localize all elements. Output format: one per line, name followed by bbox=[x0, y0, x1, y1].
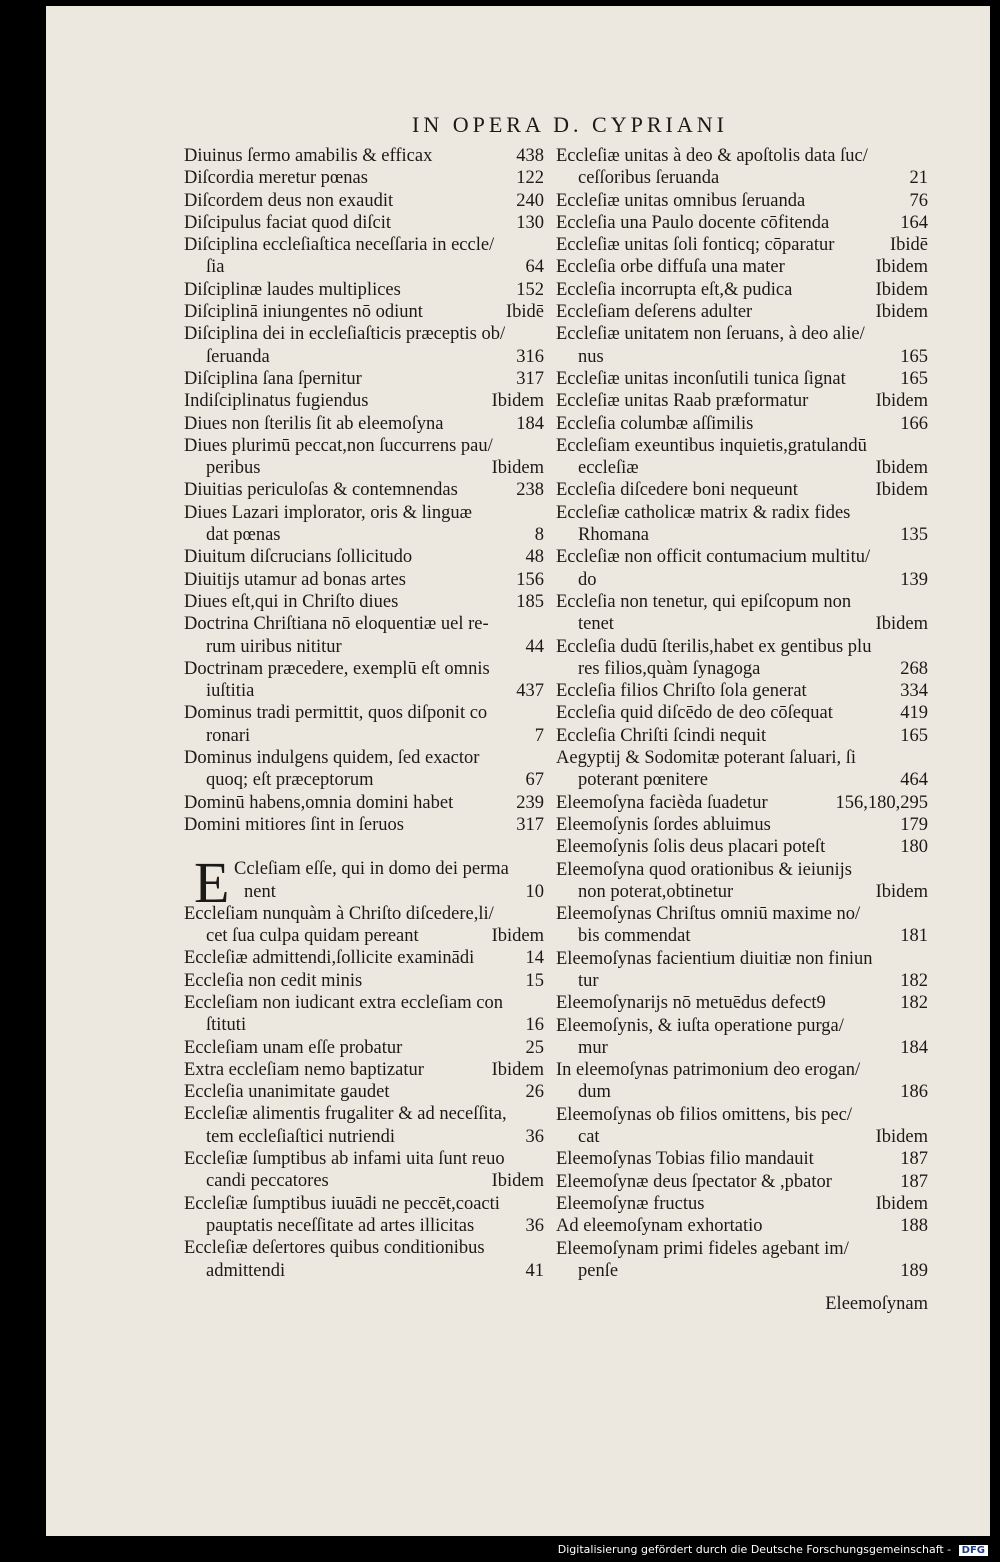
entry-text: tur bbox=[578, 970, 599, 991]
index-entry bbox=[184, 1037, 544, 1059]
index-entry bbox=[184, 814, 544, 836]
entry-text: Diues non ſterilis ſit ab eleemoſyna bbox=[184, 413, 444, 434]
entry-page-ref: 165 bbox=[900, 725, 928, 746]
entry-text: nus bbox=[578, 346, 604, 367]
entry-page-ref: 187 bbox=[900, 1171, 928, 1192]
entry-text: Eleemoſyna facièda ſuadetur bbox=[556, 792, 768, 813]
entry-text: Diſciplinæ laudes multiplices bbox=[184, 279, 401, 300]
index-entry bbox=[556, 1126, 928, 1148]
index-entry bbox=[184, 702, 544, 724]
index-entry bbox=[184, 234, 544, 256]
index-entry bbox=[184, 903, 544, 925]
index-entry bbox=[184, 413, 544, 435]
entry-text: Diſciplinā iniungentes nō odiunt bbox=[184, 302, 423, 323]
index-entry bbox=[184, 1237, 544, 1259]
entry-page-ref: 238 bbox=[516, 480, 544, 501]
entry-page-ref: Ibidē bbox=[889, 235, 928, 256]
index-entry bbox=[556, 569, 928, 591]
entry-text: Diues eſt,qui in Chriſto diues bbox=[184, 591, 399, 612]
entry-page-ref: 182 bbox=[900, 993, 928, 1014]
entry-text: dat pœnas bbox=[206, 525, 281, 546]
index-entry bbox=[184, 457, 544, 479]
index-entry bbox=[556, 747, 928, 769]
entry-text: ronari bbox=[206, 725, 251, 746]
entry-page-ref: 437 bbox=[516, 681, 544, 702]
entry-page-ref: 36 bbox=[525, 1126, 544, 1147]
entry-text: poterant pœnitere bbox=[578, 770, 708, 791]
index-entries-e bbox=[184, 903, 544, 1282]
entry-text: Diſcipulus faciat quod diſcit bbox=[184, 212, 392, 233]
footer-text: Digitalisierung gefördert durch die Deutsche Forschungsgemeinschaft - bbox=[557, 1543, 952, 1556]
entry-page-ref: 189 bbox=[900, 1260, 928, 1281]
entry-page-ref: Ibidem bbox=[875, 257, 928, 278]
entry-text: Diſciplina dei in eccleſiaſticis præceptis ob/ bbox=[184, 324, 506, 345]
index-entry bbox=[184, 769, 544, 791]
entry-text: Eccleſiæ unitas Raab præformatur bbox=[556, 391, 809, 412]
entry-page-ref: Ibidem bbox=[875, 614, 928, 635]
index-entry bbox=[556, 948, 928, 970]
entry-page-ref: 130 bbox=[516, 212, 544, 233]
entry-text: Eleemoſynis, & iuſta operatione purga/ bbox=[556, 1015, 844, 1036]
index-entry bbox=[184, 970, 544, 992]
entry-text: ſeruanda bbox=[206, 346, 270, 367]
entry-page-ref: Ibidem bbox=[875, 279, 928, 300]
entry-text: ſtituti bbox=[206, 1015, 247, 1036]
entry-text: Diſciplina ſana ſpernitur bbox=[184, 368, 362, 389]
entry-text: tenet bbox=[578, 614, 614, 635]
entry-text: Diues Lazari implorator, oris & linguæ bbox=[184, 502, 473, 523]
entry-page-ref: Ibidē bbox=[505, 302, 544, 323]
entry-text: tem eccleſiaſtici nutriendi bbox=[206, 1126, 396, 1147]
entry-text: pauptatis neceſſitate ad artes illicitas bbox=[206, 1215, 475, 1236]
index-entry bbox=[556, 502, 928, 524]
entry-text: Eleemoſynis ſolis deus placari poteſt bbox=[556, 837, 826, 858]
entry-page-ref: 240 bbox=[516, 190, 544, 211]
entry-page-ref: 41 bbox=[525, 1260, 544, 1281]
entry-page-ref: 184 bbox=[516, 413, 544, 434]
index-entry bbox=[556, 1215, 928, 1237]
entry-text: Eccleſiæ admittendi,ſollicite examinādi bbox=[184, 948, 475, 969]
entry-text: quoq; eſt præceptorum bbox=[206, 770, 374, 791]
index-entry bbox=[556, 167, 928, 189]
entry-text: Eleemoſynarijs nō metuēdus defect9 bbox=[556, 993, 826, 1014]
entry-text: Eccleſia non tenetur, qui epiſcopum non bbox=[556, 591, 852, 612]
entry-text: candi peccatores bbox=[206, 1171, 329, 1192]
entry-text: Eccleſiam nunquàm à Chriſto diſcedere,li/ bbox=[184, 903, 494, 924]
index-entry bbox=[184, 1148, 544, 1170]
entry-page-ref: 156,180,295 bbox=[835, 792, 928, 813]
entry-text: In eleemoſynas patrimonium deo erogan/ bbox=[556, 1060, 861, 1081]
entry-page-ref: 188 bbox=[900, 1216, 928, 1237]
entry-text: bis commendat bbox=[578, 926, 691, 947]
entry-text: Eccleſiam unam eſſe probatur bbox=[184, 1037, 403, 1058]
entry-page-ref: Ibidem bbox=[875, 458, 928, 479]
entry-text: ceſſoribus ſeruanda bbox=[578, 168, 720, 189]
index-entry bbox=[556, 925, 928, 947]
index-entry bbox=[556, 457, 928, 479]
entry-page-ref: 7 bbox=[534, 725, 544, 746]
index-entry bbox=[556, 792, 928, 814]
index-entry bbox=[556, 769, 928, 791]
entry-text: Eccleſia orbe diffuſa una mater bbox=[556, 257, 785, 278]
index-entry bbox=[556, 636, 928, 658]
index-entry bbox=[184, 1014, 544, 1036]
entry-text: Eleemoſynam primi fideles agebant im/ bbox=[556, 1238, 849, 1259]
entry-page-ref: Ibidem bbox=[491, 1059, 544, 1080]
index-entry bbox=[556, 702, 928, 724]
entry-text: Eleemoſynæ fructus bbox=[556, 1193, 705, 1214]
entry-text: eccleſiæ bbox=[578, 458, 639, 479]
entry-text: Diſcordia meretur pœnas bbox=[184, 168, 368, 189]
index-entry bbox=[184, 658, 544, 680]
index-entry bbox=[184, 792, 544, 814]
entry-page-ref: 10 bbox=[525, 881, 544, 902]
decorated-initial: E bbox=[194, 850, 230, 916]
index-entry bbox=[556, 613, 928, 635]
index-entry bbox=[556, 390, 928, 412]
entry-text: Eccleſiæ unitas inconſutili tunica ſignat bbox=[556, 368, 846, 389]
index-entry bbox=[556, 212, 928, 234]
index-entry bbox=[556, 881, 928, 903]
index-entry bbox=[556, 479, 928, 501]
entry-page-ref: 122 bbox=[516, 168, 544, 189]
entry-page-ref: 180 bbox=[900, 837, 928, 858]
index-entry bbox=[184, 569, 544, 591]
entry-page-ref: 268 bbox=[900, 658, 928, 679]
entry-text: Eleemoſynas ob filios omittens, bis pec/ bbox=[556, 1104, 852, 1125]
entry-text: Dominus tradi permittit, quos diſponit co bbox=[184, 703, 488, 724]
entry-page-ref: 135 bbox=[900, 525, 928, 546]
entry-text: Doctrinam præcedere, exemplū eſt omnis bbox=[184, 658, 490, 679]
index-entry bbox=[556, 1104, 928, 1126]
entry-page-ref: 48 bbox=[525, 547, 544, 568]
entry-text: admittendi bbox=[206, 1260, 286, 1281]
index-entry bbox=[556, 1193, 928, 1215]
index-entry bbox=[556, 256, 928, 278]
entry-text: Eccleſiam exeuntibus inquietis,gratulandū bbox=[556, 435, 867, 456]
entry-text: Diuinus ſermo amabilis & efficax bbox=[184, 146, 433, 166]
entry-text: Aegyptij & Sodomitæ poterant ſaluari, ſi bbox=[556, 748, 857, 769]
index-entry bbox=[556, 1260, 928, 1282]
index-entry bbox=[184, 725, 544, 747]
index-entry bbox=[184, 636, 544, 658]
entry-text: Doctrina Chriſtiana nō eloquentiæ uel re- bbox=[184, 614, 489, 635]
index-entry bbox=[556, 435, 928, 457]
entry-text: ſia bbox=[206, 257, 225, 278]
index-entry bbox=[184, 190, 544, 212]
entry-page-ref: 419 bbox=[900, 703, 928, 724]
entry-text: Eccleſiam non iudicant extra eccleſiam con bbox=[184, 992, 503, 1013]
index-entry bbox=[184, 1193, 544, 1215]
entry-text: Diſcordem deus non exaudit bbox=[184, 190, 394, 211]
index-entry bbox=[184, 502, 544, 524]
entry-page-ref: 44 bbox=[525, 636, 544, 657]
entry-page-ref: 164 bbox=[900, 212, 928, 233]
index-entry bbox=[184, 145, 544, 167]
index-entry bbox=[556, 1081, 928, 1103]
entry-page-ref: 438 bbox=[516, 146, 544, 166]
index-entry bbox=[556, 346, 928, 368]
entry-page-ref: 36 bbox=[525, 1215, 544, 1236]
entry-text: peribus bbox=[206, 458, 261, 479]
entry-text: Diuitias periculoſas & contemnendas bbox=[184, 480, 458, 501]
entry-page-ref: 166 bbox=[900, 413, 928, 434]
index-entry bbox=[184, 435, 544, 457]
entry-page-ref: 179 bbox=[900, 814, 928, 835]
index-entry bbox=[184, 1059, 544, 1081]
entry-text: Dominū habens,omnia domini habet bbox=[184, 792, 454, 813]
index-entry bbox=[184, 680, 544, 702]
entry-text: Extra eccleſiam nemo baptizatur bbox=[184, 1059, 424, 1080]
index-entry bbox=[184, 925, 544, 947]
entry-text: Eccleſiæ unitas omnibus ſeruanda bbox=[556, 190, 806, 211]
index-entry bbox=[556, 234, 928, 256]
index-entry bbox=[556, 836, 928, 858]
entry-text: Eccleſiæ alimentis frugaliter & ad neceſſita, bbox=[184, 1104, 507, 1125]
entry-text: Eccleſiæ unitatem non ſeruans, à deo alie/ bbox=[556, 324, 865, 345]
entry-page-ref: 334 bbox=[900, 681, 928, 702]
index-entry bbox=[556, 903, 928, 925]
entry-text: Eleemoſynis ſordes abluimus bbox=[556, 814, 771, 835]
entry-page-ref: 14 bbox=[525, 948, 544, 969]
index-entry bbox=[184, 323, 544, 345]
entry-page-ref: Ibidem bbox=[491, 458, 544, 479]
index-entry bbox=[556, 301, 928, 323]
index-entry bbox=[556, 992, 928, 1014]
entry-page-ref: 76 bbox=[909, 190, 928, 211]
entry-text: do bbox=[578, 569, 597, 590]
index-entry bbox=[556, 814, 928, 836]
entry-page-ref: 139 bbox=[900, 569, 928, 590]
index-entry bbox=[184, 947, 544, 969]
entry-text: Eccleſia filios Chriſto ſola generat bbox=[556, 681, 807, 702]
entry-page-ref: 185 bbox=[516, 591, 544, 612]
index-entry bbox=[184, 368, 544, 390]
index-entries-right bbox=[556, 145, 928, 1282]
entry-page-ref: Ibidem bbox=[875, 391, 928, 412]
index-column-right bbox=[556, 145, 928, 1282]
entry-text: Indiſciplinatus fugiendus bbox=[184, 391, 369, 412]
entry-text: Eleemoſynæ deus ſpectator & ,pbator bbox=[556, 1171, 832, 1192]
index-entry bbox=[556, 1171, 928, 1193]
index-entry bbox=[556, 145, 928, 167]
entry-page-ref: 181 bbox=[900, 926, 928, 947]
index-entry bbox=[184, 546, 544, 568]
index-entry bbox=[556, 413, 928, 435]
index-column-left bbox=[184, 145, 544, 1282]
entry-text: rum uiribus nititur bbox=[206, 636, 342, 657]
index-entry bbox=[556, 1015, 928, 1037]
index-entry bbox=[556, 1037, 928, 1059]
entry-text: Eccleſia incorrupta eſt,& pudica bbox=[556, 279, 793, 300]
running-head: IN OPERA D. CYPRIANI bbox=[412, 112, 728, 137]
entry-text: Eccleſia dudū ſterilis,habet ex gentibus plu bbox=[556, 636, 872, 657]
index-entry bbox=[556, 658, 928, 680]
index-entry bbox=[556, 323, 928, 345]
index-entry bbox=[184, 279, 544, 301]
index-entry bbox=[556, 970, 928, 992]
entry-page-ref: Ibidem bbox=[491, 926, 544, 947]
entry-text: Diuitum diſcrucians ſollicitudo bbox=[184, 547, 413, 568]
index-entry bbox=[556, 591, 928, 613]
index-entry bbox=[184, 881, 544, 903]
entry-text: non poterat,obtinetur bbox=[578, 881, 734, 902]
entry-page-ref: 67 bbox=[525, 770, 544, 791]
index-entry bbox=[184, 591, 544, 613]
entry-text: Domini mitiores ſint in ſeruos bbox=[184, 814, 404, 835]
entry-text: nent bbox=[244, 881, 276, 902]
entry-page-ref: Ibidem bbox=[875, 480, 928, 501]
entry-text: cet ſua culpa quidam pereant bbox=[206, 926, 419, 947]
entry-page-ref: 316 bbox=[516, 346, 544, 367]
entry-page-ref: 187 bbox=[900, 1149, 928, 1170]
entry-page-ref: 182 bbox=[900, 970, 928, 991]
entry-text: iuſtitia bbox=[206, 681, 255, 702]
entry-text: Eccleſiæ non officit contumacium multitu/ bbox=[556, 547, 871, 568]
entry-page-ref: 152 bbox=[516, 279, 544, 300]
index-entry bbox=[184, 346, 544, 368]
entry-page-ref: 165 bbox=[900, 346, 928, 367]
index-entry bbox=[556, 680, 928, 702]
entry-page-ref: 464 bbox=[900, 770, 928, 791]
entry-page-ref: 26 bbox=[525, 1082, 544, 1103]
index-entry bbox=[184, 992, 544, 1014]
index-entry bbox=[184, 524, 544, 546]
index-entry bbox=[184, 479, 544, 501]
entry-page-ref: 25 bbox=[525, 1037, 544, 1058]
entry-text: Eccleſia unanimitate gaudet bbox=[184, 1082, 390, 1103]
entry-text: dum bbox=[578, 1082, 611, 1103]
index-entries-d bbox=[184, 145, 544, 836]
entry-page-ref: 21 bbox=[909, 168, 928, 189]
entry-page-ref: 15 bbox=[525, 970, 544, 991]
index-entry bbox=[184, 167, 544, 189]
entry-text: Eleemoſyna quod orationibus & ieiunijs bbox=[556, 859, 852, 880]
index-entry bbox=[184, 1103, 544, 1125]
entry-text: Eccleſia una Paulo docente cōfitenda bbox=[556, 212, 830, 233]
entry-text: Eccleſiæ unitas ſoli fonticq; cōparatur bbox=[556, 235, 835, 256]
index-entry bbox=[556, 859, 928, 881]
entry-page-ref: 16 bbox=[525, 1015, 544, 1036]
entry-text: Eleemoſynas Chriſtus omniū maxime no/ bbox=[556, 904, 861, 925]
entry-text: Eccleſiam deſerens adulter bbox=[556, 302, 753, 323]
entry-page-ref: 186 bbox=[900, 1082, 928, 1103]
index-entry bbox=[184, 390, 544, 412]
entry-text: Eccleſiæ ſumptibus iuuādi ne peccēt,coacti bbox=[184, 1193, 500, 1214]
entry-text: Ad eleemoſynam exhortatio bbox=[556, 1216, 763, 1237]
entry-page-ref: Ibidem bbox=[875, 1193, 928, 1214]
entry-text: Eccleſiæ unitas à deo & apoſtolis data ſuc/ bbox=[556, 146, 868, 166]
index-entry bbox=[184, 1081, 544, 1103]
entry-page-ref: 165 bbox=[900, 368, 928, 389]
entry-text: Eccleſia non cedit minis bbox=[184, 970, 363, 991]
index-entry bbox=[184, 212, 544, 234]
entry-page-ref: 8 bbox=[534, 525, 544, 546]
dfg-logo: DFG bbox=[959, 1545, 988, 1556]
entry-page-ref: 317 bbox=[516, 814, 544, 835]
entry-text: Eccleſiæ deſertores quibus conditionibus bbox=[184, 1238, 485, 1259]
index-entry bbox=[184, 1260, 544, 1282]
index-entry bbox=[184, 256, 544, 278]
index-entry bbox=[184, 1215, 544, 1237]
entry-page-ref: 317 bbox=[516, 368, 544, 389]
index-entry bbox=[556, 725, 928, 747]
entry-text: Eccleſia diſcedere boni nequeunt bbox=[556, 480, 798, 501]
index-entry bbox=[184, 301, 544, 323]
entry-text: Diues plurimū peccat,non ſuccurrens pau/ bbox=[184, 435, 493, 456]
entry-page-ref: 184 bbox=[900, 1037, 928, 1058]
entry-page-ref: Ibidem bbox=[875, 302, 928, 323]
entry-text: cat bbox=[578, 1127, 600, 1148]
entry-page-ref: Ibidem bbox=[491, 1171, 544, 1192]
index-entry bbox=[184, 613, 544, 635]
entry-text: Ccleſiam eſſe, qui in domo dei perma bbox=[234, 859, 509, 880]
entry-text: Diuitijs utamur ad bonas artes bbox=[184, 569, 406, 590]
index-entry bbox=[556, 1148, 928, 1170]
entry-text: Eleemoſynas facientium diuitiæ non finiun bbox=[556, 948, 873, 969]
entry-text: penſe bbox=[578, 1260, 619, 1281]
index-entry bbox=[184, 1126, 544, 1148]
entry-text: Eccleſiæ ſumptibus ab infami uita ſunt reuo bbox=[184, 1149, 505, 1170]
entry-page-ref: 239 bbox=[516, 792, 544, 813]
entry-page-ref: Ibidem bbox=[875, 881, 928, 902]
entry-text: Eccleſiæ catholicæ matrix & radix fides bbox=[556, 502, 851, 523]
index-entry bbox=[184, 1170, 544, 1192]
index-entry bbox=[184, 747, 544, 769]
entry-page-ref: 156 bbox=[516, 569, 544, 590]
index-entry bbox=[556, 546, 928, 568]
index-entry bbox=[556, 1059, 928, 1081]
digitization-footer bbox=[0, 1543, 988, 1556]
entry-page-ref: Ibidem bbox=[875, 1127, 928, 1148]
catchword: Eleemoſynam bbox=[825, 1294, 928, 1314]
entry-text: mur bbox=[578, 1037, 608, 1058]
index-entry bbox=[556, 1238, 928, 1260]
entry-text: Eccleſia columbæ aſſimilis bbox=[556, 413, 754, 434]
entry-text: Rhomana bbox=[578, 525, 649, 546]
entry-text: Eleemoſynas Tobias filio mandauit bbox=[556, 1149, 814, 1170]
index-entry bbox=[556, 279, 928, 301]
entry-page-ref: Ibidem bbox=[491, 391, 544, 412]
entry-page-ref: 64 bbox=[525, 257, 544, 278]
index-entry bbox=[556, 368, 928, 390]
section-gap bbox=[184, 836, 544, 858]
index-entry bbox=[556, 524, 928, 546]
entry-text: Eccleſia Chriſti ſcindi nequit bbox=[556, 725, 767, 746]
entry-text: Dominus indulgens quidem, ſed exactor bbox=[184, 748, 480, 769]
entry-text: Eccleſia quid diſcēdo de deo cōſequat bbox=[556, 703, 833, 724]
index-entry bbox=[556, 190, 928, 212]
entry-text: Diſciplina eccleſiaſtica neceſſaria in eccle/ bbox=[184, 235, 495, 256]
entry-text: res filios,quàm ſynagoga bbox=[578, 658, 761, 679]
